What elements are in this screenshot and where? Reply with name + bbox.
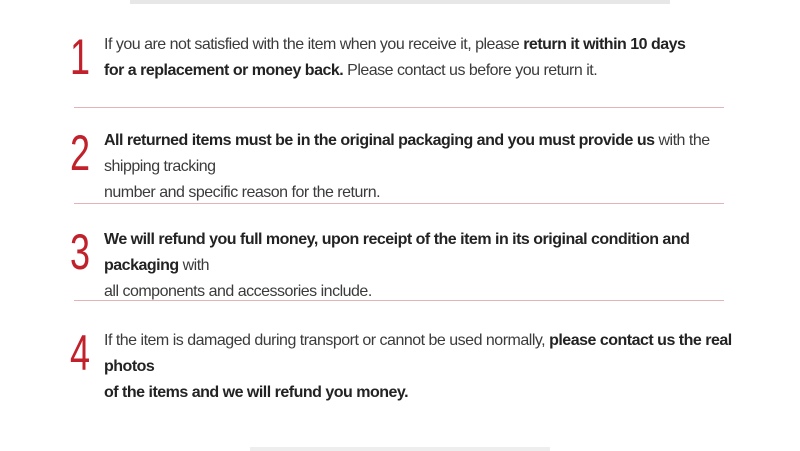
text-plain: with the shipping tracking	[104, 132, 710, 175]
text-bold: please contact us the real photos	[104, 332, 732, 375]
text-line	[104, 128, 754, 180]
text-line	[104, 227, 754, 279]
text-bold: of the items and we will refund you money.	[104, 384, 409, 401]
text-bold: All returned items must be in the original packaging and you must provide us	[104, 132, 655, 149]
text-bold: for a replacement or money back.	[104, 62, 344, 79]
text-line	[104, 279, 754, 305]
step-text	[104, 328, 754, 406]
text-bold: We will refund you full money, upon receipt of the item in its original condition and packaging	[104, 231, 690, 274]
bottom-cropped-text-fade	[250, 447, 550, 451]
text-line	[104, 328, 754, 380]
divider	[74, 107, 724, 108]
step-number: 1	[69, 29, 91, 85]
text-line	[104, 380, 754, 406]
step-number: 4	[69, 325, 91, 381]
text-plain: with	[178, 257, 210, 274]
text-plain: number and specific reason for the return.	[104, 184, 381, 201]
divider	[74, 203, 724, 204]
text-line	[104, 58, 754, 84]
top-cropped-text-fade	[130, 0, 670, 4]
divider	[74, 300, 724, 301]
text-plain: If the item is damaged during transport or cannot be used normally,	[104, 332, 550, 349]
text-plain: If you are not satisfied with the item when you receive it, please	[104, 36, 524, 53]
step-number: 3	[69, 224, 91, 280]
step-number: 2	[69, 125, 91, 181]
text-bold: return it within 10 days	[523, 36, 686, 53]
text-plain: Please contact us before you return it.	[343, 62, 598, 79]
step-text	[104, 32, 754, 84]
step-text	[104, 128, 754, 206]
step-text	[104, 227, 754, 305]
text-line	[104, 32, 754, 58]
text-plain: all components and accessories include.	[104, 283, 372, 300]
